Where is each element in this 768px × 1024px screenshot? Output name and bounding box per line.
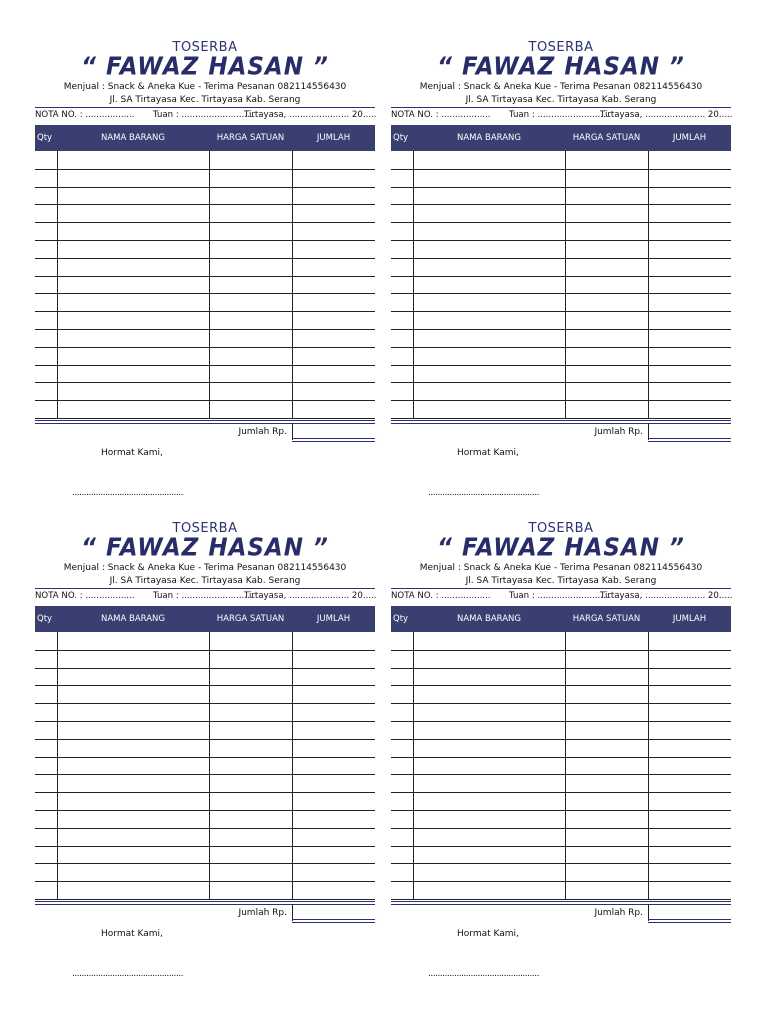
header-divider: [391, 107, 731, 108]
table-row-line: [391, 382, 731, 383]
table-row-line: [391, 863, 731, 864]
column-header-jumlah: JUMLAH: [316, 614, 351, 624]
column-header-jumlah: JUMLAH: [316, 133, 351, 143]
store-description: Menjual : Snack & Aneka Kue - Terima Pesanan 082114556430: [419, 563, 703, 573]
table-row-line: [35, 650, 375, 651]
total-label: Jumlah Rp.: [594, 908, 643, 918]
table-row-line: [391, 881, 731, 882]
invoice-form: [391, 521, 731, 1001]
store-address: Jl. SA Tirtayasa Kec. Tirtayasa Kab. Serang: [465, 95, 657, 105]
table-row-line: [35, 757, 375, 758]
column-header-jumlah: JUMLAH: [672, 614, 707, 624]
table-header: [35, 125, 375, 151]
store-name: “ FAWAZ HASAN ”: [437, 52, 685, 82]
store-name: “ FAWAZ HASAN ”: [81, 533, 329, 563]
table-row-line: [391, 685, 731, 686]
total-underline: [292, 922, 375, 923]
total-label: Jumlah Rp.: [594, 427, 643, 437]
column-divider: [413, 632, 414, 899]
table-row-line: [391, 169, 731, 170]
table-bottom-rule: [35, 420, 375, 421]
total-underline: [648, 441, 731, 442]
signature-line: ...............................................: [428, 969, 539, 979]
table-row-line: [35, 792, 375, 793]
nota-number-field: NOTA NO. : ..................: [391, 591, 491, 601]
column-header-nama-barang: NAMA BARANG: [457, 133, 521, 143]
closing-greeting: Hormat Kami,: [101, 448, 163, 458]
table-row-line: [35, 365, 375, 366]
table-row-line: [391, 329, 731, 330]
table-row-line: [35, 846, 375, 847]
table-row-line: [35, 347, 375, 348]
table-row-line: [391, 187, 731, 188]
column-header-nama-barang: NAMA BARANG: [101, 133, 165, 143]
table-bottom-rule: [391, 901, 731, 902]
total-underline: [648, 438, 731, 439]
table-row-line: [35, 418, 375, 419]
table-row-line: [35, 668, 375, 669]
table-bottom-rule: [391, 420, 731, 421]
total-underline: [292, 438, 375, 439]
table-row-line: [35, 899, 375, 900]
column-header-harga-satuan: HARGA SATUAN: [216, 133, 285, 143]
store-address: Jl. SA Tirtayasa Kec. Tirtayasa Kab. Serang: [465, 576, 657, 586]
table-row-line: [391, 347, 731, 348]
table-row-line: [35, 222, 375, 223]
table-row-line: [35, 293, 375, 294]
store-type-label: TOSERBA: [172, 40, 238, 55]
table-row-line: [391, 703, 731, 704]
total-label: Jumlah Rp.: [238, 908, 287, 918]
column-header-nama-barang: NAMA BARANG: [101, 614, 165, 624]
column-header-harga-satuan: HARGA SATUAN: [572, 133, 641, 143]
total-underline: [648, 922, 731, 923]
column-divider: [413, 151, 414, 418]
total-underline: [648, 919, 731, 920]
table-row-line: [35, 382, 375, 383]
column-divider: [57, 151, 58, 418]
table-header: [35, 606, 375, 632]
column-divider: [565, 151, 566, 418]
store-description: Menjual : Snack & Aneka Kue - Terima Pesanan 082114556430: [63, 563, 347, 573]
table-row-line: [35, 276, 375, 277]
table-row-line: [35, 703, 375, 704]
column-divider: [209, 151, 210, 418]
header-divider: [35, 107, 375, 108]
invoice-form: [35, 40, 375, 520]
table-row-line: [391, 240, 731, 241]
column-header-harga-satuan: HARGA SATUAN: [572, 614, 641, 624]
table-row-line: [35, 169, 375, 170]
column-header-harga-satuan: HARGA SATUAN: [216, 614, 285, 624]
table-row-line: [391, 792, 731, 793]
total-label: Jumlah Rp.: [238, 427, 287, 437]
table-row-line: [391, 757, 731, 758]
column-header-jumlah: JUMLAH: [672, 133, 707, 143]
store-address: Jl. SA Tirtayasa Kec. Tirtayasa Kab. Serang: [109, 576, 301, 586]
column-divider: [648, 632, 649, 899]
column-header-nama-barang: NAMA BARANG: [457, 614, 521, 624]
store-name: “ FAWAZ HASAN ”: [81, 52, 329, 82]
header-divider: [391, 588, 731, 589]
table-row-line: [391, 293, 731, 294]
nota-number-field: NOTA NO. : ..................: [391, 110, 491, 120]
table-row-line: [391, 810, 731, 811]
table-header: [391, 125, 731, 151]
store-type-label: TOSERBA: [172, 521, 238, 536]
store-description: Menjual : Snack & Aneka Kue - Terima Pesanan 082114556430: [63, 82, 347, 92]
table-row-line: [35, 258, 375, 259]
store-type-label: TOSERBA: [528, 521, 594, 536]
column-divider: [292, 632, 293, 899]
table-row-line: [391, 828, 731, 829]
table-row-line: [391, 311, 731, 312]
column-header-qty: Qty: [393, 133, 409, 143]
column-header-qty: Qty: [393, 614, 409, 624]
table-row-line: [35, 240, 375, 241]
closing-greeting: Hormat Kami,: [457, 448, 519, 458]
column-divider: [648, 151, 649, 418]
column-divider: [292, 151, 293, 418]
table-row-line: [391, 204, 731, 205]
store-address: Jl. SA Tirtayasa Kec. Tirtayasa Kab. Serang: [109, 95, 301, 105]
column-divider: [565, 632, 566, 899]
nota-number-field: NOTA NO. : ..................: [35, 110, 135, 120]
table-row-line: [391, 418, 731, 419]
signature-line: ...............................................: [72, 969, 183, 979]
table-row-line: [391, 365, 731, 366]
nota-number-field: NOTA NO. : ..................: [35, 591, 135, 601]
customer-field: Tuan : ...........................: [509, 110, 612, 120]
closing-greeting: Hormat Kami,: [457, 929, 519, 939]
signature-line: ...............................................: [72, 488, 183, 498]
table-row-line: [35, 774, 375, 775]
table-row-line: [35, 400, 375, 401]
table-row-line: [35, 187, 375, 188]
table-row-line: [35, 311, 375, 312]
column-divider: [209, 632, 210, 899]
place-date-field: Tirtayasa, ...................... 20.....: [600, 110, 733, 120]
table-row-line: [391, 774, 731, 775]
table-row-line: [391, 276, 731, 277]
column-divider: [57, 632, 58, 899]
table-row-line: [35, 810, 375, 811]
table-row-line: [391, 400, 731, 401]
table-row-line: [391, 222, 731, 223]
table-row-line: [35, 329, 375, 330]
total-underline: [292, 441, 375, 442]
invoice-form: [391, 40, 731, 520]
place-date-field: Tirtayasa, ...................... 20.....: [600, 591, 733, 601]
table-row-line: [35, 685, 375, 686]
table-row-line: [391, 258, 731, 259]
table-row-line: [391, 899, 731, 900]
column-header-qty: Qty: [37, 133, 53, 143]
invoice-form: [35, 521, 375, 1001]
column-header-qty: Qty: [37, 614, 53, 624]
table-row-line: [35, 721, 375, 722]
table-bottom-rule: [35, 901, 375, 902]
table-row-line: [391, 650, 731, 651]
table-row-line: [35, 863, 375, 864]
place-date-field: Tirtayasa, ...................... 20.....: [244, 591, 377, 601]
customer-field: Tuan : ...........................: [153, 591, 256, 601]
customer-field: Tuan : ...........................: [509, 591, 612, 601]
table-row-line: [391, 739, 731, 740]
closing-greeting: Hormat Kami,: [101, 929, 163, 939]
header-divider: [35, 588, 375, 589]
table-header: [391, 606, 731, 632]
table-row-line: [35, 739, 375, 740]
table-row-line: [35, 881, 375, 882]
table-row-line: [391, 668, 731, 669]
store-description: Menjual : Snack & Aneka Kue - Terima Pesanan 082114556430: [419, 82, 703, 92]
store-name: “ FAWAZ HASAN ”: [437, 533, 685, 563]
store-type-label: TOSERBA: [528, 40, 594, 55]
signature-line: ...............................................: [428, 488, 539, 498]
total-underline: [292, 919, 375, 920]
customer-field: Tuan : ...........................: [153, 110, 256, 120]
table-row-line: [391, 721, 731, 722]
table-row-line: [35, 204, 375, 205]
table-row-line: [35, 828, 375, 829]
place-date-field: Tirtayasa, ...................... 20.....: [244, 110, 377, 120]
table-row-line: [391, 846, 731, 847]
